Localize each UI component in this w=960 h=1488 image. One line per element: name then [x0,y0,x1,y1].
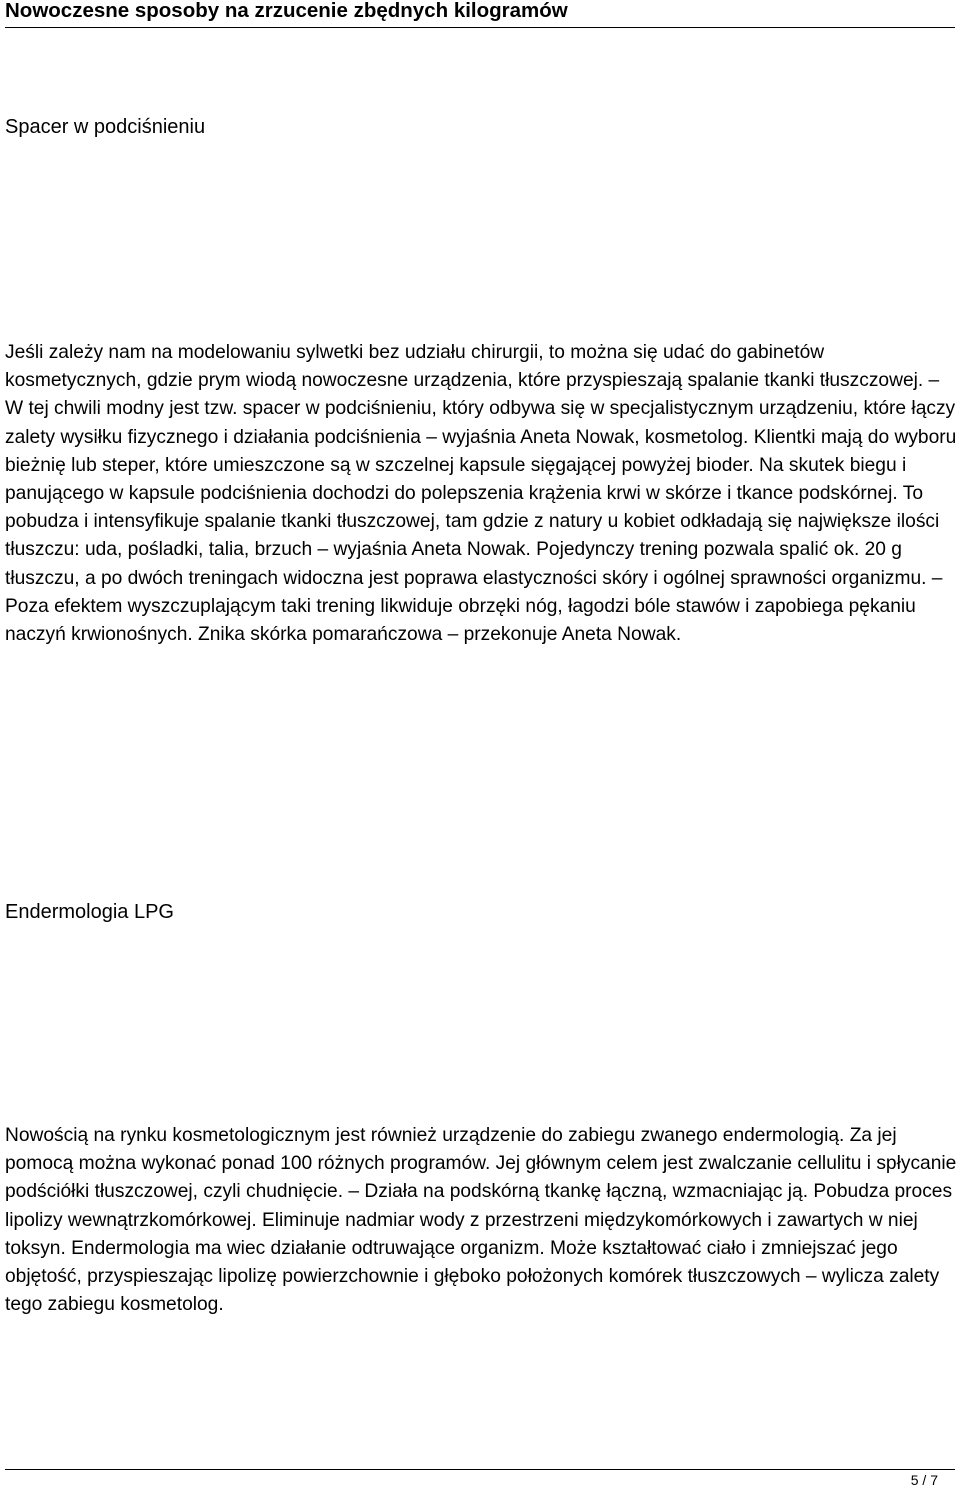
section-heading-endermologia: Endermologia LPG [5,901,174,923]
document-header [5,0,955,28]
page-footer [5,1469,955,1488]
page-number: 5 / 7 [910,1472,938,1488]
section-paragraph-spacer: Jeśli zależy nam na modelowaniu sylwetki bez udziału chirurgii, to można się udać do gabinetów kosmetycznych, gdzie prym wiodą nowoczesne urządzenia, które przyspieszają spalanie tkanki tłuszczowej. ‒ W tej chwili modny jest tzw. spacer w podciśnieniu, który odbywa się w specjalistycznym urządzeniu, które łączy zalety wysiłku fizycznego i działania podciśnienia ‒ wyjaśnia Aneta Nowak, kosmetolog. Klientki mają do wyboru bieżnię lub steper, które umieszczone są w szczelnej kapsule sięgającej powyżej bioder. Na skutek biegu i panującego w kapsule podciśnienia dochodzi do polepszenia krążenia krwi w skórze i tkance podskórnej. To pobudza i intensyfikuje spalanie tkanki tłuszczowej, tam gdzie z natury u kobiet odkładają się największe ilości tłuszczu: uda, pośladki, talia, brzuch ‒ wyjaśnia Aneta Nowak. Pojedynczy trening pozwala spalić ok. 20 g tłuszczu, a po dwóch treningach widoczna jest poprawa elastyczności skóry i ogólnej sprawności organizmu. ‒ Poza efektem wyszczuplającym taki trening likwiduje obrzęki nóg, łagodzi bóle stawów i zapobiega pękaniu naczyń krwionośnych. Znika skórka pomarańczowa ‒ przekonuje Aneta Nowak. [5,342,957,646]
section-paragraph-endermologia: Nowością na rynku kosmetologicznym jest również urządzenie do zabiegu zwanego endermologią. Za jej pomocą można wykonać ponad 100 różnych programów. Jej głównym celem jest zwalczanie cellulitu i spłycanie podściółki tłuszczowej, czyli chudnięcie. ‒ Działa na podskórną tkankę łączną, wzmacniając ją. Pobudza proces lipolizy wewnątrzkomórkowej. Eliminuje nadmiar wody z przestrzeni międzykomórkowych i zawartych w niej toksyn. Endermologia ma wiec działanie odtruwające organizm. Może kształtować ciało i zmniejszać jego objętość, przyspieszając lipolizę powierzchownie i głęboko położonych komórek tłuszczowych ‒ wylicza zalety tego zabiegu kosmetolog. [5,1125,957,1316]
document-title: Nowoczesne sposoby na zrzucenie zbędnych kilogramów [5,0,568,22]
section-heading-spacer: Spacer w podciśnieniu [5,116,206,138]
